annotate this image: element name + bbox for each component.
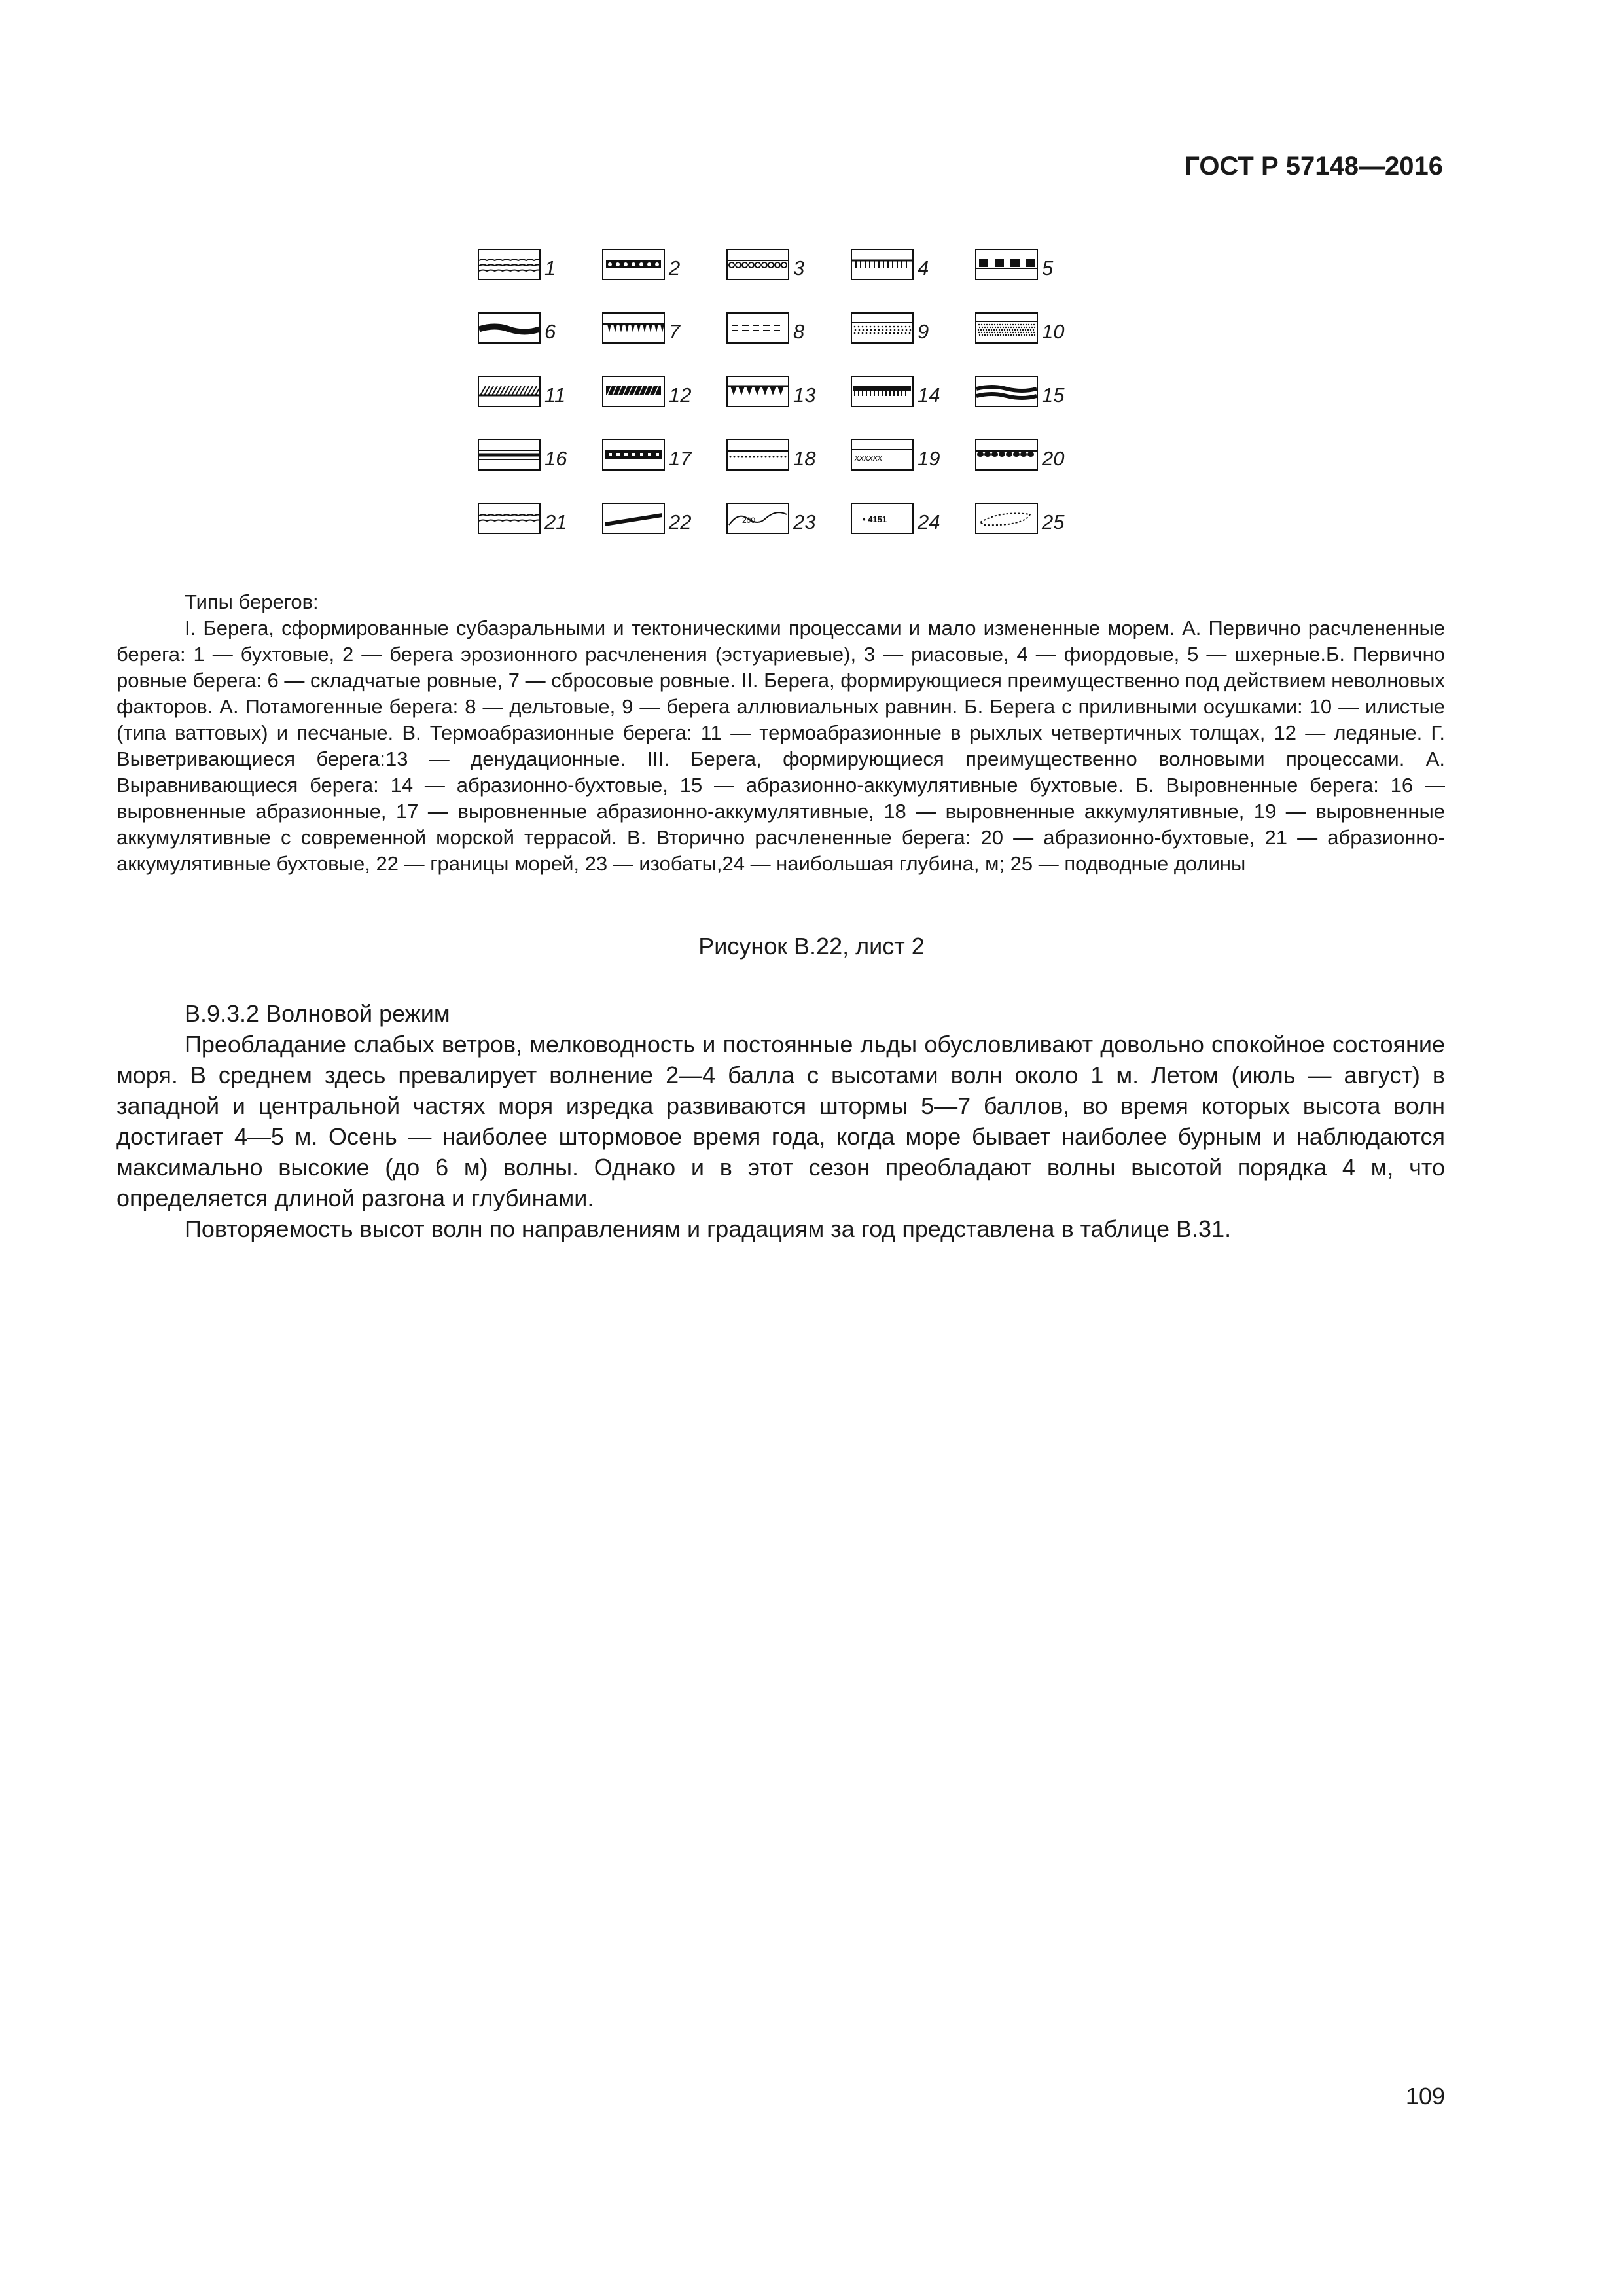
wave-regime-section	[116, 998, 1445, 1244]
legend-item-8	[726, 312, 851, 351]
coast-types-legend	[478, 249, 1132, 550]
legend-number: 21	[544, 511, 567, 533]
legend-number: 17	[669, 447, 692, 470]
legend-swatch-ticks-down	[851, 249, 914, 280]
legend-item-1	[478, 249, 602, 288]
legend-swatch-dense-stipple	[975, 312, 1038, 344]
legend-item-6	[478, 312, 602, 351]
legend-item-17	[602, 439, 726, 478]
figure-caption	[116, 589, 1445, 877]
legend-swatch-scallops	[726, 249, 789, 280]
section-paragraph-1: Преобладание слабых ветров, мелководность и постоянные льды обусловливают довольно спокойное состояние моря. В среднем здесь превалирует волнение 2—4 балла с высотами волн около 1 м. Летом (июль — август) в западной и центральной частях моря изредка развиваются штормы 5—7 баллов, во время которых высота волн достигает 4—5 м. Осень — наиболее штормовое время года, когда море бывает наиболее бурным и наблюдаются максимально высокие (до 6 м) волны. Однако и в этот сезон преобладают волны высотой порядка 4 м, что определяется длиной разгона и глубинами.	[116, 1031, 1445, 1211]
legend-number: 18	[793, 447, 816, 470]
legend-item-5	[975, 249, 1099, 288]
figure-title: Рисунок В.22, лист 2	[698, 933, 925, 960]
legend-swatch-triple-lines	[478, 439, 541, 471]
legend-swatch-thick-wavy	[478, 312, 541, 344]
legend-number: 25	[1042, 511, 1065, 533]
legend-swatch-fine-dots	[726, 439, 789, 471]
legend-swatch-double-thick-wavy	[975, 376, 1038, 407]
document-header: ГОСТ Р 57148—2016	[1185, 152, 1443, 181]
legend-swatch-valley	[975, 503, 1038, 534]
legend-item-9	[851, 312, 975, 351]
legend-swatch-double-dash	[726, 312, 789, 344]
legend-swatch-dotted-bar	[602, 249, 665, 280]
legend-swatch-triangles	[726, 376, 789, 407]
legend-swatch-crosses	[851, 439, 914, 471]
legend-number: 2	[669, 257, 681, 279]
legend-swatch-isobath	[726, 503, 789, 534]
legend-item-14	[851, 376, 975, 415]
legend-row	[478, 249, 1132, 288]
legend-item-23	[726, 503, 851, 542]
legend-item-2	[602, 249, 726, 288]
section-paragraph-2: Повторяемость высот волн по направлениям и градациям за год представлена в таблице В.31.	[185, 1215, 1232, 1242]
legend-swatch-wavy-lines	[478, 249, 541, 280]
legend-item-4	[851, 249, 975, 288]
legend-swatch-teeth	[602, 312, 665, 344]
legend-number: 13	[793, 384, 816, 406]
legend-item-21	[478, 503, 602, 542]
legend-item-25	[975, 503, 1099, 542]
caption-body: I. Берега, сформированные субаэральными и тектоническими процессами и мало измененные морем. А. Первично расчлененные берега: 1 — бухтовые, 2 — берега эрозионного расчленения (эстуариевые), 3 — риасовые, 4 — фиордовые, 5 — шхерные.Б. Первично ровные берега: 6 — складчатые ровные, 7 — сбросовые ровные. II. Берега, формирующиеся преимущественно под действием неволновых факторов. А. Потамогенные берега: 8 — дельтовые, 9 — берега аллювиальных равнин. Б. Берега с приливными осушками: 10 — илистые (типа ваттовых) и песчаные. В. Термоабразионные берега: 11 — термоабразионные в рыхлых четвертичных толщах, 12 — ледяные. Г. Выветривающиеся берега:13 — денудационные. III. Берега, формирующиеся преимущественно волновыми процессами. А. Выравнивающиеся берега: 14 — абразионно-бухтовые, 15 — абразионно-аккумулятивные бухтовые. Б. Выровненные берега: 16 — выровненные абразионные, 17 — выровненные абразионно-аккумулятивные, 18 — выровненные аккумулятивные, 19 — выровненные аккумулятивные с современной морской террасой. В. Вторично расчлененные берега: 20 — абразионно-бухтовые, 21 — абразионно-аккумулятивные бухтовые, 22 — границы морей, 23 — изобаты,24 — наибольшая глубина, м; 25 — подводные долины	[116, 617, 1445, 875]
svg-text:• 4151: • 4151	[863, 514, 887, 524]
legend-number: 22	[669, 511, 692, 533]
legend-item-22	[602, 503, 726, 542]
legend-number: 7	[669, 320, 681, 343]
legend-swatch-double-wavy	[478, 503, 541, 534]
legend-row	[478, 503, 1132, 542]
legend-item-7	[602, 312, 726, 351]
legend-item-12	[602, 376, 726, 415]
legend-number: 1	[544, 257, 556, 279]
legend-number: 10	[1042, 320, 1065, 343]
legend-number: 16	[544, 447, 567, 470]
legend-swatch-beads	[975, 439, 1038, 471]
legend-item-15	[975, 376, 1099, 415]
legend-swatch-ticks-thick	[851, 376, 914, 407]
legend-row	[478, 439, 1132, 478]
legend-swatch-stipple	[851, 312, 914, 344]
legend-row	[478, 312, 1132, 351]
legend-swatch-diagonal-band	[602, 503, 665, 534]
caption-intro: Типы берегов:	[185, 590, 319, 613]
legend-number: 8	[793, 320, 805, 343]
legend-item-19	[851, 439, 975, 478]
legend-number: 12	[669, 384, 692, 406]
legend-row	[478, 376, 1132, 415]
legend-number: 19	[918, 447, 940, 470]
legend-swatch-hatched	[478, 376, 541, 407]
legend-item-11	[478, 376, 602, 415]
legend-item-18	[726, 439, 851, 478]
legend-swatch-cross-hatched	[602, 376, 665, 407]
legend-number: 6	[544, 320, 556, 343]
page-number: 109	[1405, 2083, 1445, 2109]
legend-item-24	[851, 503, 975, 542]
svg-text:xxxxxx: xxxxxx	[855, 452, 882, 463]
legend-item-20	[975, 439, 1099, 478]
legend-number: 11	[544, 384, 566, 406]
legend-number: 15	[1042, 384, 1065, 406]
legend-item-16	[478, 439, 602, 478]
legend-swatch-dotted-thick	[602, 439, 665, 471]
legend-item-13	[726, 376, 851, 415]
legend-item-3	[726, 249, 851, 288]
legend-item-10	[975, 312, 1099, 351]
legend-number: 3	[793, 257, 805, 279]
legend-number: 9	[918, 320, 929, 343]
legend-number: 5	[1042, 257, 1054, 279]
legend-number: 20	[1042, 447, 1065, 470]
section-heading: В.9.3.2 Волновой режим	[185, 1000, 450, 1027]
legend-number: 23	[793, 511, 816, 533]
legend-swatch-dashed-thick	[975, 249, 1038, 280]
legend-number: 24	[918, 511, 940, 533]
legend-number: 14	[918, 384, 940, 406]
legend-swatch-depth-point	[851, 503, 914, 534]
legend-number: 4	[918, 257, 929, 279]
svg-text:200: 200	[742, 516, 756, 525]
